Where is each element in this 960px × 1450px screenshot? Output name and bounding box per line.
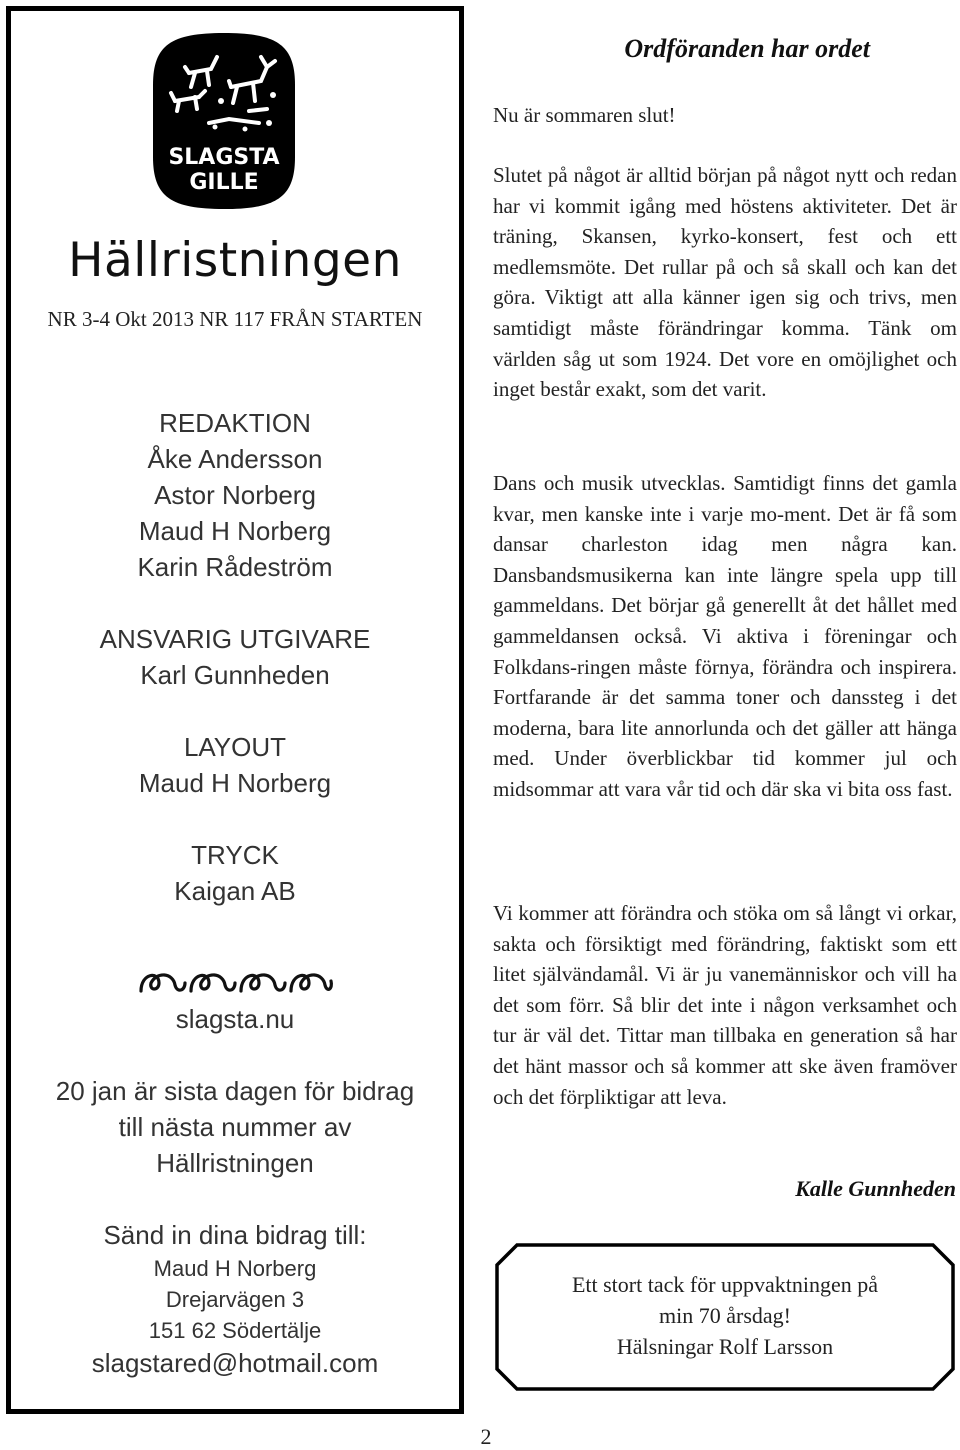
article-paragraph: Nu är sommaren slut! bbox=[493, 103, 676, 127]
ansvarig-label: ANSVARIG UTGIVARE bbox=[99, 624, 371, 654]
layout-label: LAYOUT bbox=[183, 732, 287, 762]
redaktion-member: Karin Rådeström bbox=[137, 552, 333, 582]
deadline-line: 20 jan är sista dagen för bidrag bbox=[55, 1076, 415, 1106]
submit-address bbox=[11, 1253, 459, 1346]
tryck-label: TRYCK bbox=[191, 840, 279, 870]
logo-text-slagsta: SLAGSTA bbox=[168, 145, 280, 170]
slagsta-gille-logo bbox=[149, 31, 299, 211]
article-paragraph: Slutet på något är alltid början på något nytt och redan har vi kommit igång med höstens aktiviteter. Det är träning, Skansen, kyrko-konsert, fest och ett medlemsmöte. Det rullar på och så skall och kan det göra. Viktigt att alla känner igen sig och trivs, men samtidigt måste förändringar komma. Tänk om världen såg ut som 1924. Det vore en omöjlighet och inget består exakt, som det varit. bbox=[493, 163, 957, 402]
article-paragraph: Vi kommer att förändra och stöka om så långt vi orkar, sakta och försiktigt med förändring, faktiskt som ett litet självändamål. Vi är ju vanemänniskor och vill ha det som förr. Så blir det inte i någon verksamhet och tur är väl det. Tittar man tillbaka en generation så har det hänt massor och så kommer att ske även framöver och det förpliktigar att leva. bbox=[493, 901, 957, 1109]
layout-section bbox=[11, 729, 459, 801]
deadline-notice bbox=[11, 1073, 459, 1181]
redaktion-member: Astor Norberg bbox=[154, 480, 316, 510]
page-number: 2 bbox=[480, 1424, 492, 1449]
deadline-line: till nästa nummer av bbox=[118, 1112, 352, 1142]
logo-text-gille: GILLE bbox=[189, 170, 259, 195]
thanks-line: Ett stort tack för uppvaktningen på bbox=[571, 1272, 879, 1297]
website-url: slagsta.nu bbox=[175, 1004, 295, 1034]
redaktion-section bbox=[11, 405, 459, 585]
article-paragraph: Dans och musik utvecklas. Samtidigt finns det gamla kvar, men kanske inte i varje mo-ment. Det är få som dansar charleston idag men några kan. Dansbandsmusikerna kan inte längre spela upp till gammeldans. Det börjar gå generellt åt det hållet med gammeldansen också. Vi aktiva i föreningar och Folkdans-ringen måste förnya, förändra och inspirera. Fortfarande är det samma toner och danssteg i det moderna, bara lite annorlunda och det gäller att hänga med. Under överblickbar tid kommer jul och midsommar att vara vår tid och där ska vi bita oss fast. bbox=[493, 471, 957, 801]
redaktion-member: Maud H Norberg bbox=[138, 516, 332, 546]
sidebar-panel bbox=[6, 6, 464, 1414]
redaktion-label: REDAKTION bbox=[159, 408, 311, 438]
submit-name: Maud H Norberg bbox=[153, 1256, 317, 1281]
article-heading: Ordföranden har ordet bbox=[624, 34, 870, 63]
scroll-ornament-icon bbox=[11, 963, 459, 997]
masthead-title: Hällristningen bbox=[68, 233, 402, 288]
layout-name: Maud H Norberg bbox=[138, 768, 332, 798]
thanks-line: min 70 årsdag! bbox=[659, 1303, 791, 1328]
ansvarig-name: Karl Gunnheden bbox=[140, 660, 330, 690]
submit-label: Sänd in dina bidrag till: bbox=[103, 1220, 367, 1250]
submit-section bbox=[11, 1217, 459, 1253]
rock-carving-logo-icon bbox=[149, 31, 299, 211]
submit-email-link[interactable] bbox=[11, 1345, 459, 1381]
website-link[interactable] bbox=[11, 1001, 459, 1037]
redaktion-member: Åke Andersson bbox=[147, 444, 323, 474]
thanks-notice bbox=[495, 1243, 955, 1391]
thanks-line: Hälsningar Rolf Larsson bbox=[616, 1334, 834, 1359]
submit-city: 151 62 Södertälje bbox=[148, 1318, 322, 1343]
deadline-line: Hällristningen bbox=[156, 1148, 314, 1178]
tryck-section bbox=[11, 837, 459, 909]
issue-line: NR 3-4 Okt 2013 NR 117 FRÅN STARTEN bbox=[47, 307, 423, 331]
submit-email: slagstared@hotmail.com bbox=[91, 1348, 379, 1378]
article-signature: Kalle Gunnheden bbox=[795, 1176, 956, 1201]
submit-street: Drejarvägen 3 bbox=[165, 1287, 305, 1312]
tryck-name: Kaigan AB bbox=[174, 876, 296, 906]
ansvarig-section bbox=[11, 621, 459, 693]
